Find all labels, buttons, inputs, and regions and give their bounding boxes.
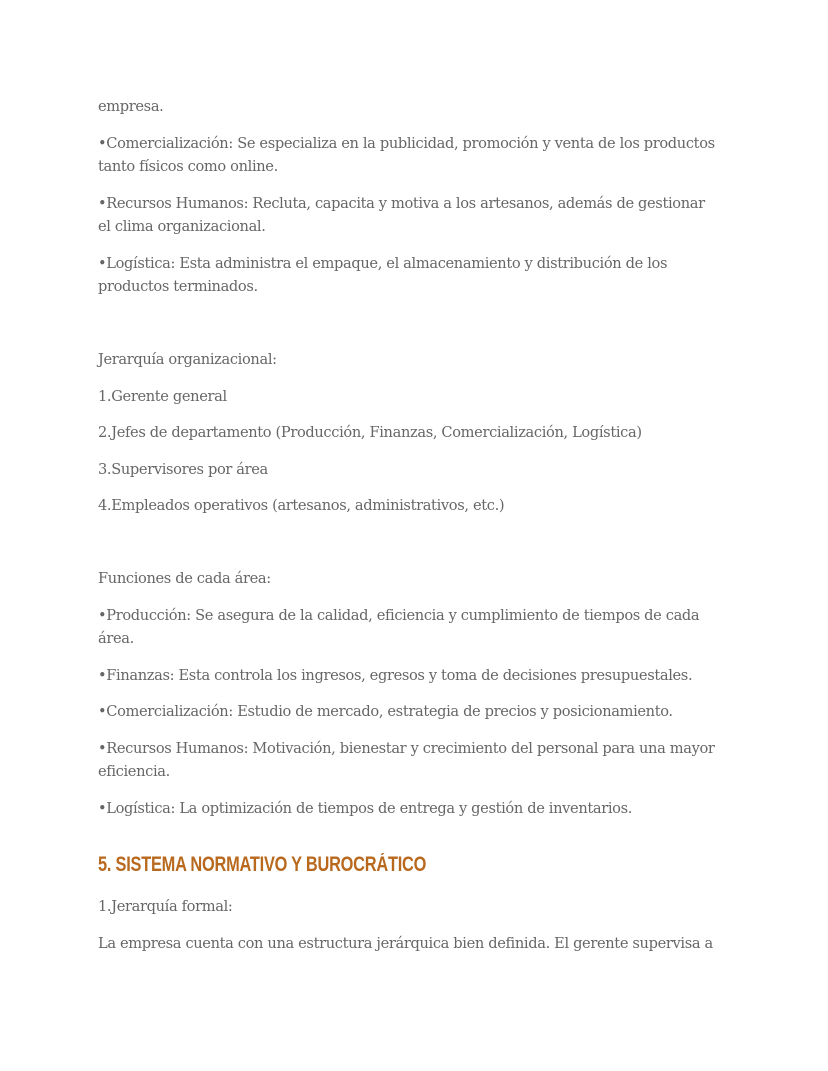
functions-title: Funciones de cada área: bbox=[98, 570, 271, 587]
department-item-logistica: •Logística: Esta administra el empaque, el almacenamiento y distribución de los productos terminados. bbox=[98, 255, 668, 295]
function-item-comercializacion: •Comercialización: Estudio de mercado, estrategia de precios y posicionamiento. bbox=[98, 703, 673, 720]
hierarchy-item: 2.Jefes de departamento (Producción, Finanzas, Comercialización, Logística) bbox=[98, 424, 642, 441]
section-heading: 5. SISTEMA NORMATIVO Y BUROCRÁTICO bbox=[98, 853, 427, 876]
department-item-recursos-humanos: •Recursos Humanos: Recluta, capacita y motiva a los artesanos, además de gestionar el clima organizacional. bbox=[98, 195, 705, 235]
hierarchy-item: 1.Gerente general bbox=[98, 388, 227, 405]
function-item-produccion: •Producción: Se asegura de la calidad, eficiencia y cumplimiento de tiempos de cada área. bbox=[98, 607, 700, 647]
intro-tail-text: empresa. bbox=[98, 98, 164, 115]
function-item-finanzas: •Finanzas: Esta controla los ingresos, egresos y toma de decisiones presupuestales. bbox=[98, 667, 693, 684]
hierarchy-title: Jerarquía organizacional: bbox=[98, 351, 277, 368]
section-paragraph: La empresa cuenta con una estructura jerárquica bien definida. El gerente supervisa a bbox=[98, 935, 713, 952]
hierarchy-item: 4.Empleados operativos (artesanos, administrativos, etc.) bbox=[98, 497, 505, 514]
function-item-recursos-humanos: •Recursos Humanos: Motivación, bienestar y crecimiento del personal para una mayor eficiencia. bbox=[98, 740, 715, 780]
hierarchy-item: 3.Supervisores por área bbox=[98, 461, 268, 478]
function-item-logistica: •Logística: La optimización de tiempos de entrega y gestión de inventarios. bbox=[98, 800, 633, 817]
section-subheading: 1.Jerarquía formal: bbox=[98, 898, 233, 915]
department-item-comercializacion: •Comercialización: Se especializa en la publicidad, promoción y venta de los productos tanto físicos como online. bbox=[98, 135, 715, 175]
